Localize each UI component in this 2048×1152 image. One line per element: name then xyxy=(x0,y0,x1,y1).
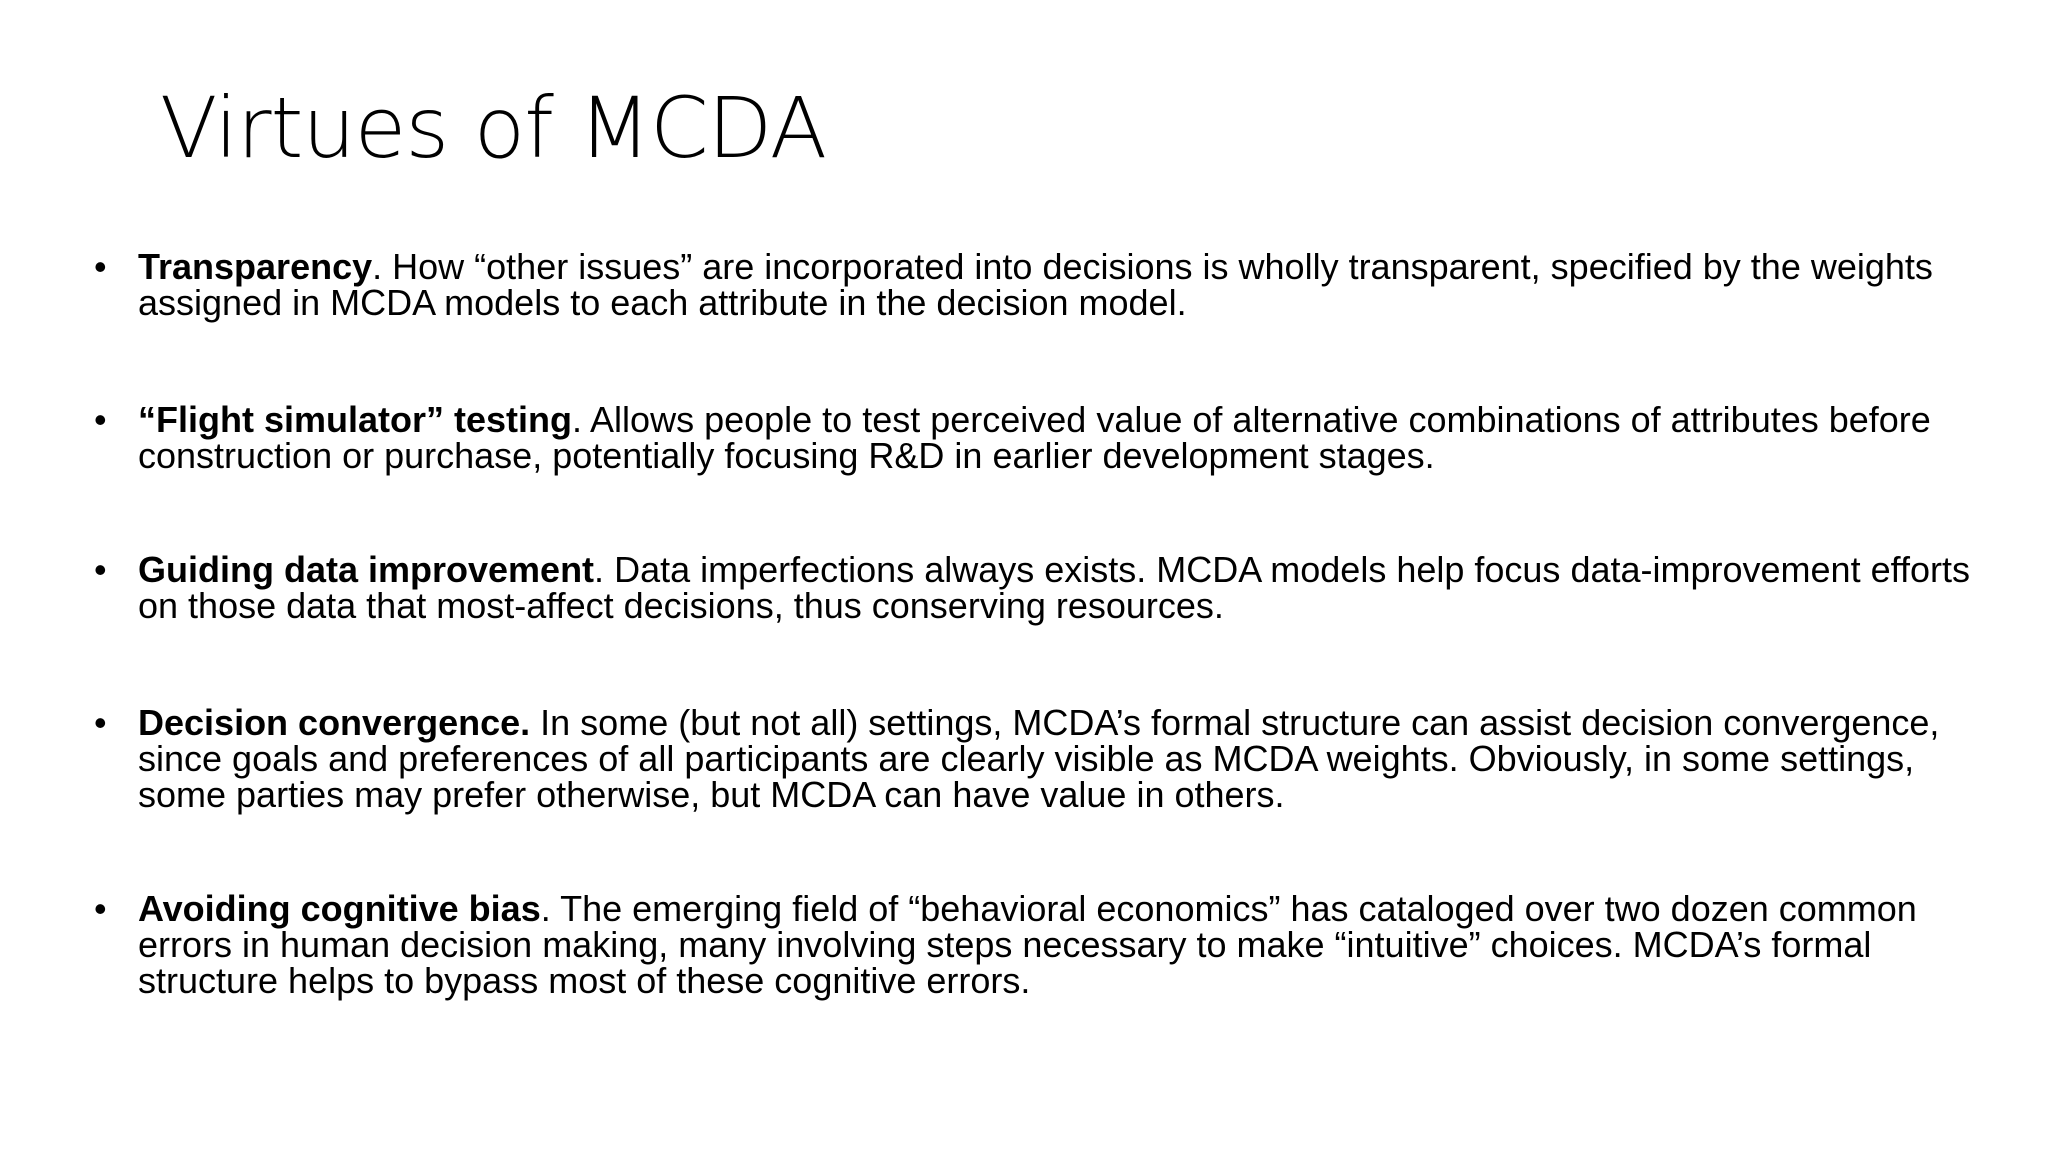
bullet-term-punct: . xyxy=(572,399,583,440)
bullet-term-punct: . xyxy=(594,549,605,590)
bullet-dot-icon: • xyxy=(94,888,107,929)
bullet-term: Transparency xyxy=(138,246,373,287)
bullet-dot-icon: • xyxy=(94,246,107,287)
bullet-term-punct: . xyxy=(372,246,383,287)
bullet-term: Avoiding cognitive bias xyxy=(138,888,541,929)
bullet-text xyxy=(138,246,1988,323)
slide-title: Virtues of MCDA xyxy=(160,79,827,177)
bullet-term: “Flight simulator” testing xyxy=(138,399,573,440)
bullet-term: Guiding data improvement xyxy=(138,549,595,590)
bullet-text xyxy=(138,702,1988,815)
bullet-body: The emerging field of “behavioral economics” has cataloged over two dozen common errors in human decision making, many involving steps necessary to make “intuitive” choices. MCDA’s formal structure helps to bypass most of these cognitive errors. xyxy=(138,888,1917,1001)
bullet-body: In some (but not all) settings, MCDA’s formal structure can assist decision convergence, since goals and preferences of all participants are clearly visible as MCDA weights. Obviously, in some settings, some parties may prefer otherwise, but MCDA can have value in others. xyxy=(138,702,1940,815)
bullet-term: Decision convergence. xyxy=(138,702,531,743)
bullet-text xyxy=(138,888,1988,1001)
bullet-body: How “other issues” are incorporated into decisions is wholly transparent, specified by the weights assigned in MCDA models to each attribute in the decision model. xyxy=(138,246,1933,323)
bullet-dot-icon: • xyxy=(94,702,107,743)
bullet-body: Allows people to test perceived value of alternative combinations of attributes before construction or purchase, potentially focusing R&D in earlier development stages. xyxy=(138,399,1931,476)
bullet-dot-icon: • xyxy=(94,399,107,440)
bullet-body: Data imperfections always exists. MCDA models help focus data-improvement efforts on those data that most-affect decisions, thus conserving resources. xyxy=(138,549,1970,626)
bullet-text xyxy=(138,549,1988,626)
bullet-text xyxy=(138,399,1988,476)
bullet-term-punct: . xyxy=(540,888,551,929)
bullet-dot-icon: • xyxy=(94,549,107,590)
